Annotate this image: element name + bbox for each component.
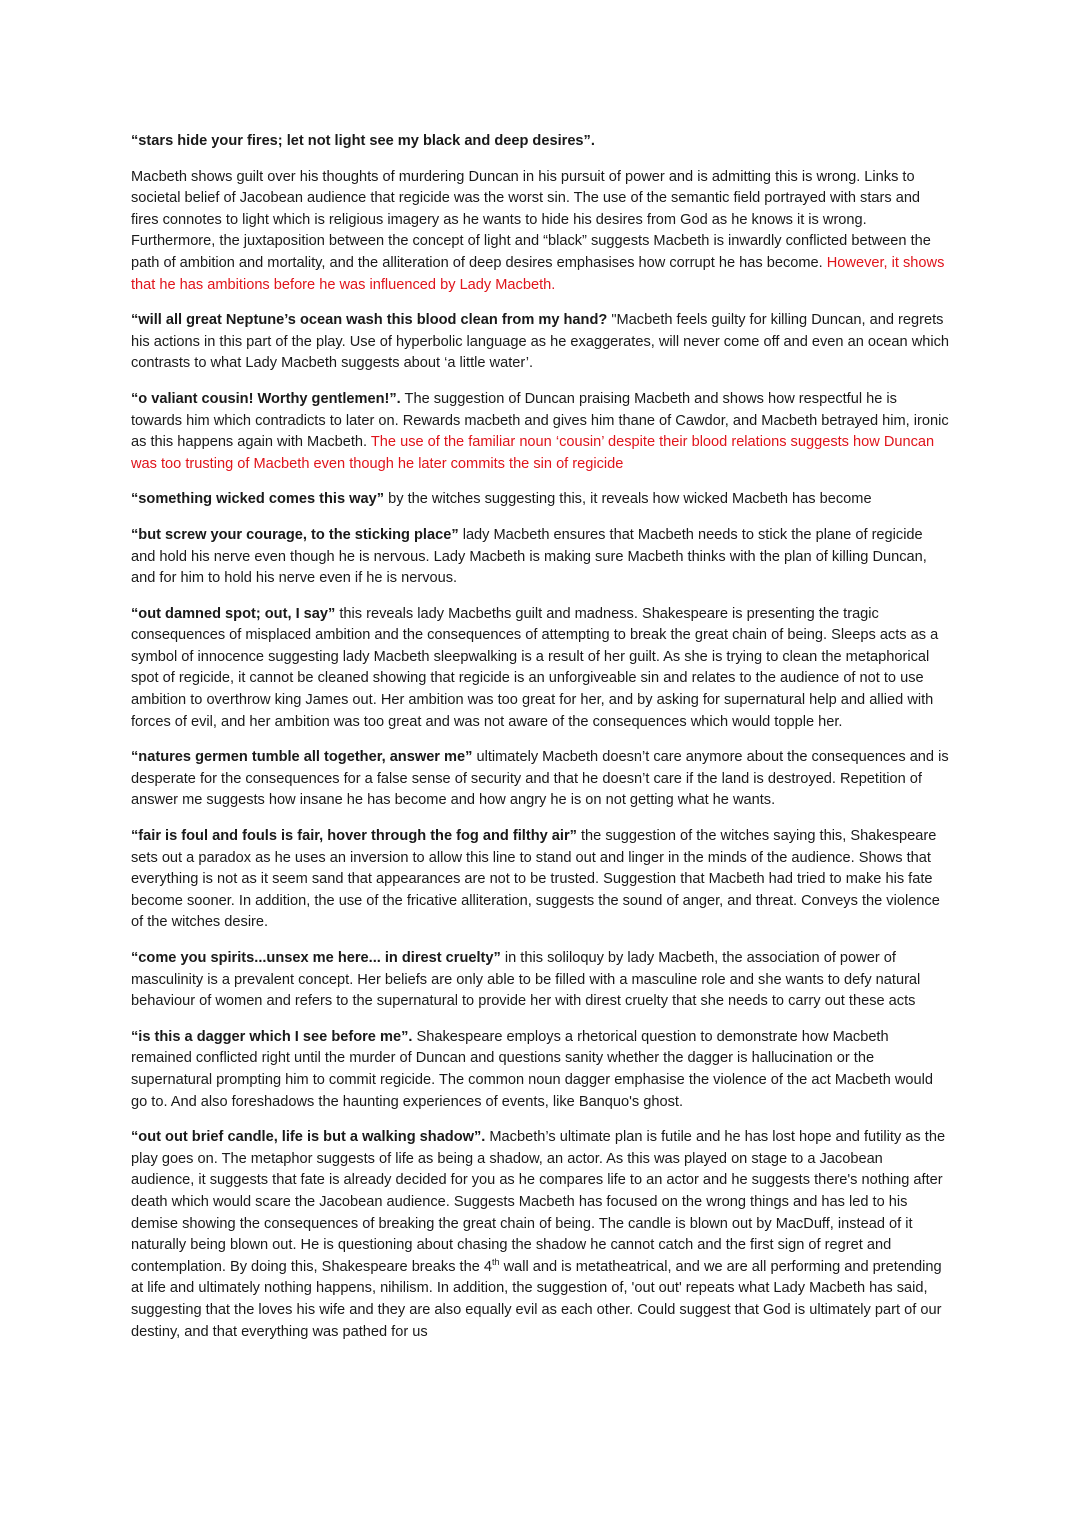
quote-text: “is this a dagger which I see before me”.: [131, 1028, 413, 1045]
quote-text: “o valiant cousin! Worthy gentlemen!”.: [131, 390, 401, 407]
quote-text: “but screw your courage, to the sticking place”: [131, 526, 459, 543]
quote-text: “come you spirits...unsex me here... in direst cruelty”: [131, 950, 501, 966]
body-text: wall and is metatheatrical, and we are all performing and pretending at life and ultimately nothing happens, nihilism. In addition, the suggestion of, 'out out' repeats what Lady Macbeth has said, suggesting that the loves his wife and they are also equally evil as each other. Could suggest that God is ultimately part of our destiny, and that everything was pathed for us: [131, 1258, 942, 1340]
body-text: Macbeth shows guilt over his thoughts of murdering Duncan in his pursuit of power and is admitting this is wrong. Links to societal belief of Jacobean audience that regicide was the worst sin. The use of the semantic field portrayed with stars and fires connotes to light which is religious imagery as he wants to hide his desires from God as he knows it is wrong. Furthermore, the juxtaposition between the concept of light and “black” suggests Macbeth is inwardly conflicted between the path of ambition and mortality, and the alliteration of deep desires emphasises how corrupt he has become.: [131, 168, 931, 271]
body-text: "Macbeth feels guilty for killing Duncan, and regrets his actions in this part of the play. Use of hyperbolic language as he exaggerates, will never come off and even an ocean which contrasts to what Lady Macbeth suggests about ‘a little water’.: [131, 312, 950, 372]
paragraph-9: [131, 826, 950, 934]
body-text: Macbeth’s ultimate plan is futile and he has lost hope and futility as the play goes on. The metaphor suggests of life as being a shadow, an actor. As this was played on stage to a Jacobean audience, it suggests that fate is already decided for you as he compares life to an actor and he suggests there's nothing after death which would scare the Jacobean audience. Suggests Macbeth has focused on the wrong things and has led to his demise showing the consequences of breaking the great chain of being. The candle is blown out by MacDuff, instead of it naturally being blown out. He is questioning about chasing the shadow he cannot catch and the first sign of regret and contemplation. By doing this, Shakespeare breaks the 4: [131, 1129, 946, 1275]
quote-text: “out damned spot; out, I say”: [131, 605, 336, 622]
highlight-text: However, it shows that he has ambitions before he was influenced by Lady Macbeth.: [131, 254, 945, 293]
highlight-text: The use of the familiar noun ‘cousin’ despite their blood relations suggests how Duncan was too trusting of Macbeth even though he later commits the sin of regicide: [131, 434, 935, 472]
paragraph-4: [131, 389, 950, 475]
paragraph-12: [131, 1127, 950, 1343]
body-text: The suggestion of Duncan praising Macbeth and shows how respectful he is towards him which contradicts to later on. Rewards macbeth and gives him thane of Cawdor, and Macbeth betrayed him, ironic as this happens again with Macbeth.: [131, 390, 949, 451]
quote-text: “something wicked comes this way”: [131, 491, 385, 508]
body-text: Shakespeare employs a rhetorical question to demonstrate how Macbeth remained conflicted right until the murder of Duncan and questions sanity whether the dagger is hallucination or the supernatural prompting him to commit regicide. The common noun dagger emphasise the violence of the act Macbeth would go to. And also foreshadows the haunting experiences of events, like Banquo's ghost.: [131, 1028, 934, 1110]
paragraph-3: [131, 310, 950, 375]
paragraph-6: [131, 525, 950, 590]
superscript-text: th: [492, 1256, 500, 1267]
paragraph-7: [131, 604, 950, 734]
body-text: lady Macbeth ensures that Macbeth needs to stick the plane of regicide and hold his nerve even though he is nervous. Lady Macbeth is making sure Macbeth thinks with the plan of killing Duncan, and for him to hold his nerve even if he is nervous.: [131, 526, 927, 587]
paragraph-1: [131, 131, 950, 153]
paragraph-8: [131, 747, 950, 812]
paragraph-5: [131, 489, 950, 511]
paragraph-2: [131, 167, 950, 297]
body-text: the suggestion of the witches saying this, Shakespeare sets out a paradox as he uses an inversion to allow this line to stand out and linger in the minds of the audience. Shows that everything is not as it seem sand that appearances are not to be trusted. Suggestion that Macbeth had tried to make his fate become sooner. In addition, the use of the fricative alliteration, suggests the sound of anger, and threat. Conveys the violence of the witches desire.: [131, 828, 940, 931]
quote-text: “out out brief candle, life is but a walking shadow”.: [131, 1129, 486, 1146]
body-text: in this soliloquy by lady Macbeth, the association of power of masculinity is a prevalent concept. Her beliefs are only able to be filled with a masculine role and she wants to defy natural behaviour of women and refers to the supernatural to provide her with direst cruelty that she needs to carry out these acts: [131, 950, 921, 1010]
quote-text: “stars hide your fires; let not light see my black and deep desires”.: [131, 133, 595, 149]
quote-text: “fair is foul and fouls is fair, hover through the fog and filthy air”: [131, 828, 577, 845]
quote-text: “natures germen tumble all together, answer me”: [131, 749, 473, 766]
body-text: by the witches suggesting this, it reveals how wicked Macbeth has become: [384, 491, 872, 508]
quote-text: “will all great Neptune’s ocean wash this blood clean from my hand?: [131, 312, 612, 329]
paragraph-10: [131, 948, 950, 1013]
paragraph-11: [131, 1027, 950, 1113]
body-text: ultimately Macbeth doesn’t care anymore about the consequences and is desperate for the consequences for a false sense of security and that he doesn’t care if the land is destroyed. Repetition of answer me suggests how insane he has become and how angry he is on not getting what he wants.: [131, 749, 949, 809]
body-text: this reveals lady Macbeths guilt and madness. Shakespeare is presenting the tragic consequences of misplaced ambition and the consequences of attempting to break the great chain of being. Sleeps acts as a symbol of innocence suggesting lady Macbeth sleepwalking is a result of her guilt. As she is trying to clean the metaphorical spot of regicide, it cannot be cleaned showing that regicide is an unforgiveable sin and relates to the audience of not to use ambition to overthrow king James out. Her ambition was too great for her, and by asking for supernatural help and allied with forces of evil, and her ambition was too great and was not aware of the consequences which would topple her.: [131, 605, 939, 730]
